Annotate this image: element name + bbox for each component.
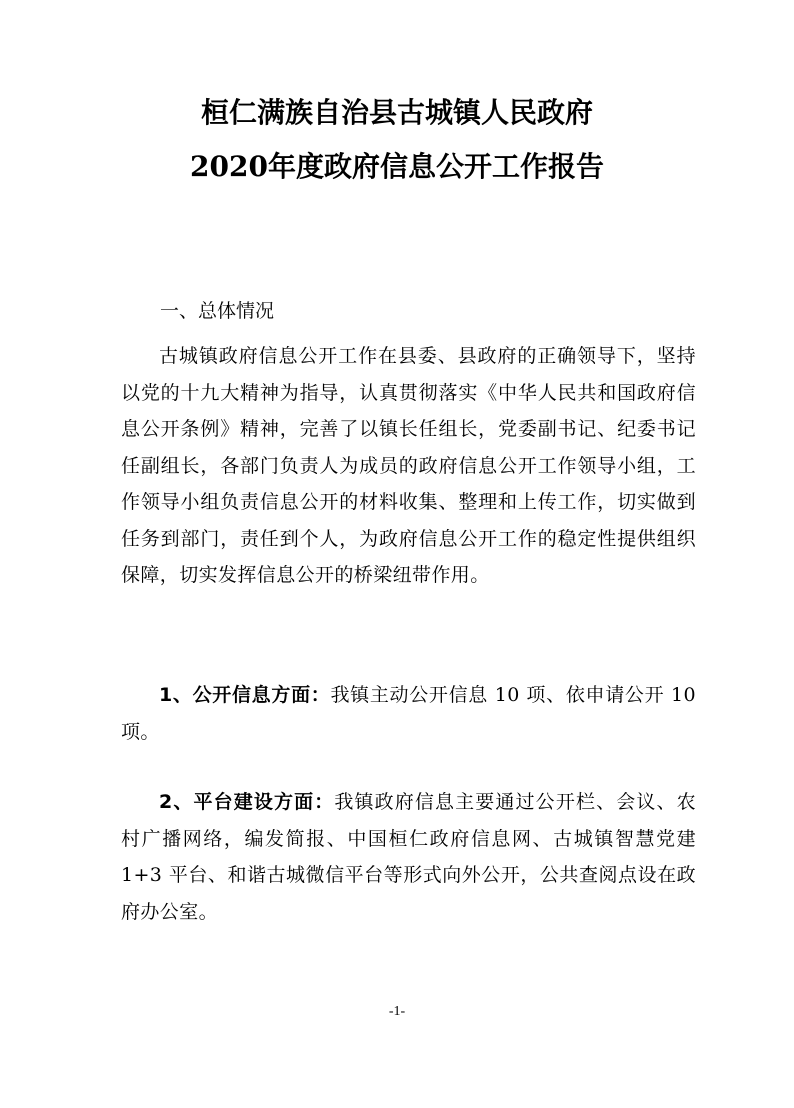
overview-paragraph: 古城镇政府信息公开工作在县委、县政府的正确领导下，坚持以党的十九大精神为指导，认真贯彻落实《中华人民共和国政府信息公开条例》精神，完善了以镇长任组长，党委副书记、纪委书记任副组长，各部门负责人为成员的政府信息公开工作领导小组，工作领导小组负责信息公开的材料收集、整理和上传工作，切实做到任务到部门，责任到个人，为政府信息公开工作的稳定性提供组织保障，切实发挥信息公开的桥梁纽带作用。 [121,345,696,586]
info-disclosure-lead: 1、公开信息方面： [159,684,331,706]
info-disclosure-paragraph [121,677,696,750]
platform-building-lead: 2、平台建设方面： [159,791,335,813]
page-number: -1- [388,1004,406,1019]
section-heading-overview: 一、总体情况 [160,300,275,322]
platform-building-paragraph [121,784,696,930]
info-disclosure-text: 我镇主动公开信息 10 项、依申请公开 10 项。 [121,684,696,743]
document-title-line1: 桓仁满族自治县古城镇人民政府 [200,96,593,129]
document-title-line2: 2020年度政府信息公开工作报告 [190,150,604,183]
platform-building-text: 我镇政府信息主要通过公开栏、会议、农村广播网络，编发简报、中国桓仁政府信息网、古城镇智慧党建 1+3 平台、和谐古城微信平台等形式向外公开，公共查阅点设在政府办公室。 [121,791,696,923]
